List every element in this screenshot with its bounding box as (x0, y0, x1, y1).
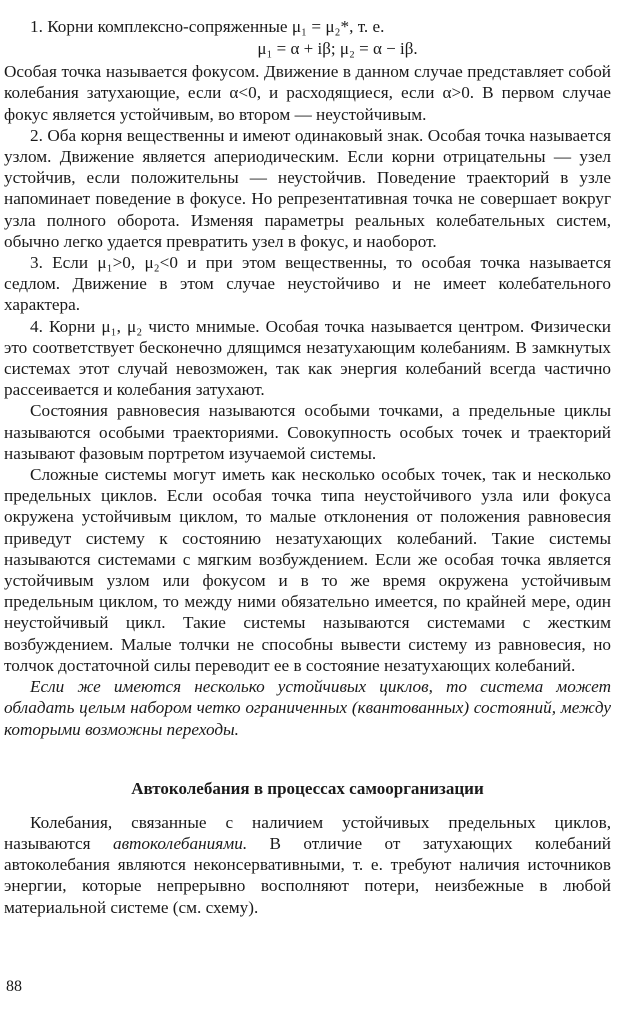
formula-roots: μ₁ = α + iβ; μ₂ = α − iβ. (257, 39, 418, 59)
paragraph-complex-systems: Сложные системы могут иметь как несколько особых точек, так и несколько предельных циклов. Если особая точка типа неустойчивого узла или фокуса окружена устойчивым циклом, то малые отклонения от положения равновесия приведут систему к состоянию незатухающих колебаний. Такие системы называются системами с мягким возбуждением. Если же особая точка является устойчивым узлом или фокусом и в то же время окружена устойчивым предельным циклом, то между ними обязательно имеется, по крайней мере, один неустойчивый цикл. Такие системы называются системами с жестким возбуждением. Малые толчки не способны вывести систему из равновесия, но толчок достаточной силы переводит ее в состояние незатухающих колебаний. (4, 465, 611, 675)
section-heading: Автоколебания в процессах самоорганизации (131, 778, 484, 798)
paragraph-focus: Особая точка называется фокусом. Движение в данном случае представляет собой колебания затухающие, если α<0, и расходящиеся, если α>0. В первом случае фокус является устойчивым, во втором — неустойчивым. (4, 62, 611, 124)
item-1-complex-roots: 1. Корни комплексно-сопряженные μ₁ = μ₂*, т. е. (30, 17, 385, 36)
paragraph-saddle: 3. Если μ₁>0, μ₂<0 и при этом вещественны, то особая точка называется седлом. Движение в этом случае неустойчиво и не имеет колебательного характера. (4, 253, 611, 315)
paragraph-singular-points: Состояния равновесия называются особыми точками, а предельные циклы называются особыми траекториями. Совокупность особых точек и траекторий называют фазовым портретом изучаемой системы. (4, 401, 611, 463)
paragraph-center: 4. Корни μ₁, μ₂ чисто мнимые. Особая точка называется центром. Физически это соответствует бесконечно длящимся незатухающим колебаниям. В замкнутых системах этот случай невозможен, так как энергия колебаний всегда частично рассеивается и колебания затухают. (4, 316, 611, 400)
autooscillations-text-start: Колебания, связанные с наличием устойчивых предельных циклов, называются (4, 812, 611, 853)
paragraph-quantized-states: Если же имеются несколько устойчивых циклов, то система может обладать целым набором четко ограниченных (квантованных) состояний, между которыми возможны переходы. (4, 677, 611, 739)
autooscillations-text-end: В отличие от затухающих колебаний автоколебания являются неконсервативными, т. е. требуют наличия источников энергии, которые непрерывно восполняют потери, неизбежные в любой материальной системе (см. схему). (4, 833, 611, 917)
autooscillations-term: автоколебаниями. (112, 833, 248, 853)
page-number: 88 (6, 978, 22, 995)
paragraph-autooscillations (4, 812, 611, 918)
paragraph-node: 2. Оба корня вещественны и имеют одинаковый знак. Особая точка называется узлом. Движение является апериодическим. Если корни отрицательны — узел устойчив, если положительны — неустойчив. Поведение траекторий в узле напоминает поведение в фокусе. Но репрезентативная точка не совершает вокруг узла полного оборота. Изменяя параметры реальных колебательных систем, обычно легко удается превратить узел в фокус, и наоборот. (4, 125, 611, 251)
